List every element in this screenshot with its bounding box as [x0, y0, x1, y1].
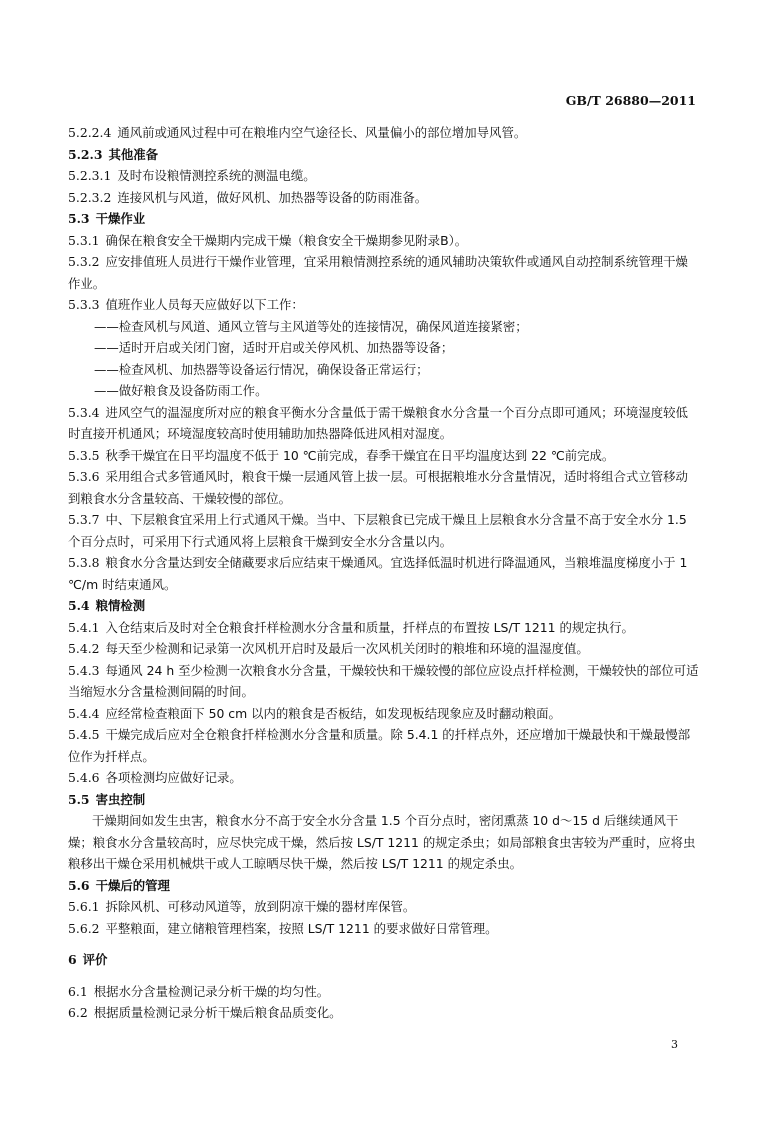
clause-5-4-6: 5.4.6 各项检测均应做好记录。: [68, 770, 242, 785]
clause-5-4-5: 5.4.5 干燥完成后应对全仓粮食扦样检测水分含量和质量。除 5.4.1 的扦样点外，还应增加干燥最快和干燥最慢部位作为扦样点。: [68, 727, 691, 764]
clause-5-6-1: 5.6.1 拆除风机、可移动风道等，放到阴凉干燥的器材库保管。: [68, 899, 416, 914]
heading-5-2-3: 5.2.3 其他准备: [68, 146, 159, 162]
clause-5-3-3: 5.3.3 值班作业人员每天应做好以下工作：: [68, 297, 304, 312]
clause-5-2-3-2: 5.2.3.2 连接风机与风道，做好风机、加热器等设备的防雨准备。: [68, 189, 428, 205]
page-number: 3: [671, 1038, 678, 1051]
list-item: ——做好粮食及设备防雨工作。: [94, 383, 268, 398]
clause-5-3-7: 5.3.7 中、下层粮食宜采用上行式通风干燥。当中、下层粮食已完成干燥且上层粮食水分含量不高于安全水分 1.5 个百分点时，可采用下行式通风将上层粮食干燥到安全水分含量以内。: [68, 512, 687, 549]
clause-5-3-5: 5.3.5 秋季干燥宜在日平均温度不低于 10 ℃前完成，春季干燥宜在日平均温度达到 22 ℃前完成。: [68, 447, 615, 463]
pest-control-paragraph: 干燥期间如发生虫害，粮食水分不高于安全水分含量 1.5 个百分点时，密闭熏蒸 10 d～15 d 后继续通风干燥；粮食水分含量较高时，应尽快完成干燥，然后按 LS/T 1211 的规定杀虫；如局部粮食虫害较为严重时，应将虫粮移出干燥仓采用机械烘干或人工晾晒尽快干燥，然后按 LS/T 1211 的规定杀虫。: [68, 813, 696, 871]
list-item: ——适时开启或关闭门窗，适时开启或关停风机、加热器等设备；: [94, 340, 454, 355]
heading-5-6: 5.6 干燥后的管理: [68, 877, 170, 893]
clause-5-2-2-4: 5.2.2.4 通风前或通风过程中可在粮堆内空气途径长、风量偏小的部位增加导风管。: [68, 125, 527, 140]
heading-5-4: 5.4 粮情检测: [68, 598, 146, 613]
clause-5-3-8: 5.3.8 粮食水分含量达到安全储藏要求后应结束干燥通风。宜选择低温时机进行降温通风，当粮堆温度梯度小于 1 ℃/m 时结束通风。: [68, 555, 688, 592]
clause-5-3-1: 5.3.1 确保在粮食安全干燥期内完成干燥（粮食安全干燥期参见附录B）。: [68, 232, 468, 248]
list-item: ——检查风机与风道、通风立管与主风道等处的连接情况，确保风道连接紧密；: [94, 318, 528, 334]
clause-5-4-1: 5.4.1 入仓结束后及时对全仓粮食扦样检测水分含量和质量，扦样点的布置按 LS/T 1211 的规定执行。: [68, 619, 634, 635]
clause-5-4-3: 5.4.3 每通风 24 h 至少检测一次粮食水分含量，干燥较快和干燥较慢的部位应设点扦样检测，干燥较快的部位可适当缩短水分含量检测间隔的时间。: [68, 662, 699, 699]
heading-6: 6 评价: [68, 952, 108, 967]
clause-5-3-6: 5.3.6 采用组合式多管通风时，粮食干燥一层通风管上拔一层。可根据粮堆水分含量情况，适时将组合式立管移动到粮食水分含量较高、干燥较慢的部位。: [68, 469, 688, 506]
clause-5-4-4: 5.4.4 应经常检查粮面下 50 cm 以内的粮食是否板结，如发现板结现象应及时翻动粮面。: [68, 705, 561, 721]
clause-6-1: 6.1 根据水分含量检测记录分析干燥的均匀性。: [68, 983, 330, 999]
clause-6-2: 6.2 根据质量检测记录分析干燥后粮食品质变化。: [68, 1005, 342, 1020]
document-code: GB/T 26880—2011: [565, 93, 696, 108]
clause-5-2-3-1: 5.2.3.1 及时布设粮情测控系统的测温电缆。: [68, 168, 316, 183]
clause-5-6-2: 5.6.2 平整粮面，建立储粮管理档案，按照 LS/T 1211 的要求做好日常管理。: [68, 920, 498, 936]
heading-5-5: 5.5 害虫控制: [68, 791, 146, 807]
clause-5-3-2: 5.3.2 应安排值班人员进行干燥作业管理，宜采用粮情测控系统的通风辅助决策软件或通风自动控制系统管理干燥作业。: [68, 254, 688, 291]
list-item: ——检查风机、加热器等设备运行情况，确保设备正常运行；: [94, 361, 429, 377]
heading-5-3: 5.3 干燥作业: [68, 211, 146, 226]
clause-5-3-4: 5.3.4 进风空气的温湿度所对应的粮食平衡水分含量低于需干燥粮食水分含量一个百分点即可通风；环境湿度较低时直接开机通风；环境湿度较高时使用辅助加热器降低进风相对湿度。: [68, 404, 688, 441]
document-body: [68, 122, 700, 1024]
clause-5-4-2: 5.4.2 每天至少检测和记录第一次风机开启时及最后一次风机关闭时的粮堆和环境的温湿度值。: [68, 641, 589, 656]
